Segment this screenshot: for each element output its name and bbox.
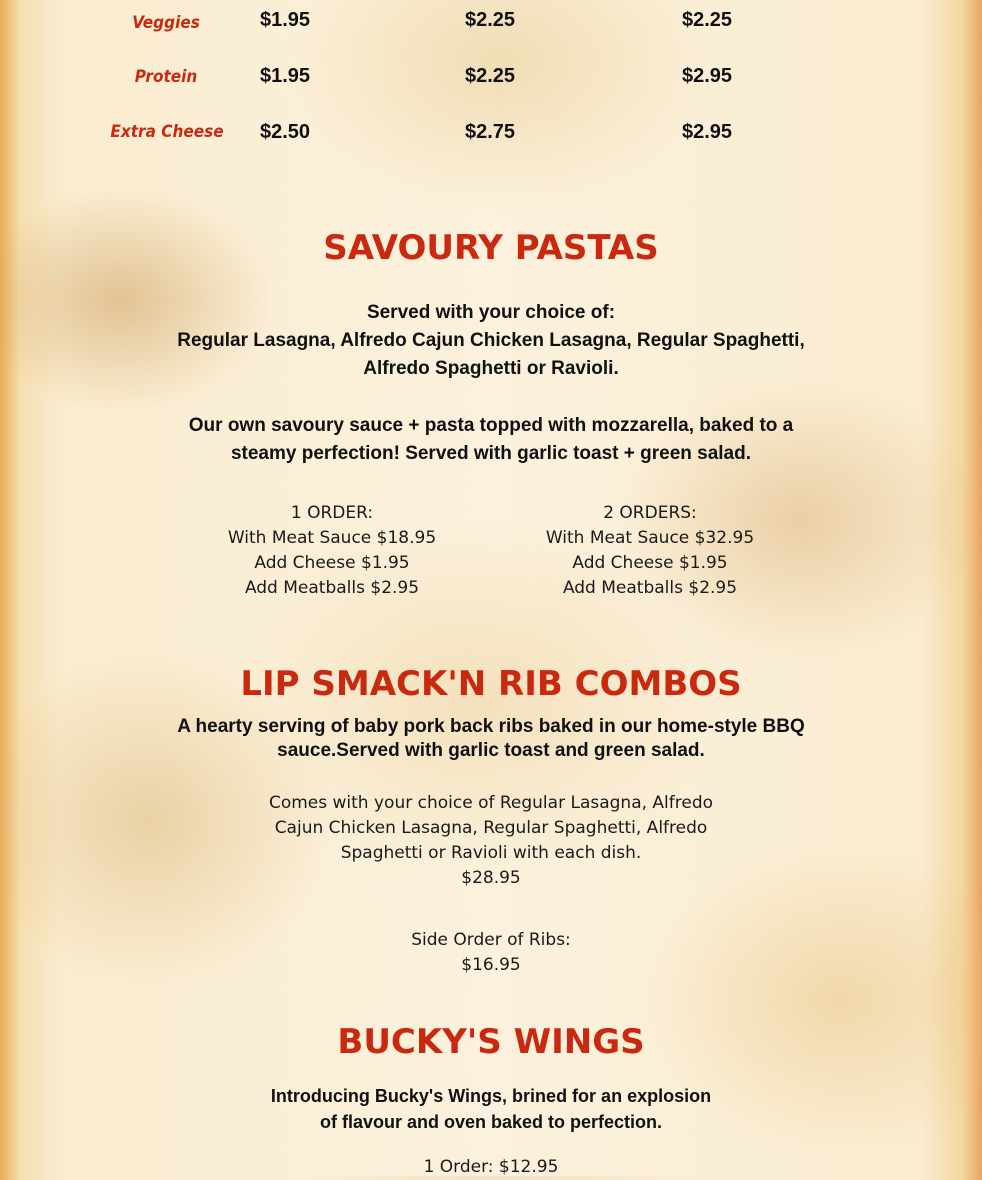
pastas-desc-line: steamy perfection! Served with garlic toast + green salad. xyxy=(230,443,752,464)
wings-description xyxy=(0,1083,982,1135)
ribs-choice-line: Comes with your choice of Regular Lasagna, Alfredo xyxy=(268,793,714,813)
ribs-side-price: $16.95 xyxy=(461,955,521,975)
pastas-title: SAVOURY PASTAS xyxy=(323,228,659,268)
ribs-choice-line: Cajun Chicken Lasagna, Regular Spaghetti, Alfredo xyxy=(274,818,708,838)
wings-desc-line: of flavour and oven baked to perfection. xyxy=(319,1112,663,1132)
ribs-price: $28.95 xyxy=(461,868,521,888)
topping-price: $1.95 xyxy=(259,65,311,87)
order-line: Add Meatballs $2.95 xyxy=(244,578,420,598)
topping-price: $2.95 xyxy=(681,65,733,87)
ribs-title: LIP SMACK'N RIB COMBOS xyxy=(240,664,742,704)
wings-order-line: 1 Order: $12.95 xyxy=(423,1157,559,1177)
ribs-side-order xyxy=(0,928,982,978)
order-line: Add Cheese $1.95 xyxy=(254,553,410,573)
topping-price: $2.50 xyxy=(259,121,311,143)
order-line: With Meat Sauce $32.95 xyxy=(545,528,755,548)
ribs-choice-text xyxy=(0,791,982,891)
topping-label-veggies: Veggies xyxy=(132,13,200,33)
pastas-two-orders xyxy=(530,501,770,601)
wings-desc-line: Introducing Bucky's Wings, brined for an explosion xyxy=(270,1086,712,1106)
ribs-description xyxy=(0,715,982,763)
pastas-one-order xyxy=(212,501,452,601)
topping-label-extra-cheese: Extra Cheese xyxy=(110,122,224,142)
order-line: Add Cheese $1.95 xyxy=(572,553,728,573)
order-line: 1 ORDER: xyxy=(290,503,374,523)
pastas-choice-line: Alfredo Spaghetti or Ravioli. xyxy=(363,358,619,379)
order-line: Add Meatballs $2.95 xyxy=(562,578,738,598)
topping-price: $2.75 xyxy=(464,121,516,143)
topping-price: $2.25 xyxy=(464,9,516,31)
topping-price: $1.95 xyxy=(259,9,311,31)
pastas-choice-line: Regular Lasagna, Alfredo Cajun Chicken Lasagna, Regular Spaghetti, xyxy=(177,330,805,351)
topping-price: $2.95 xyxy=(681,121,733,143)
pastas-choice-text xyxy=(0,299,982,383)
ribs-choice-line: Spaghetti or Ravioli with each dish. xyxy=(340,843,642,863)
wings-title: BUCKY'S WINGS xyxy=(337,1022,645,1062)
pastas-desc-line: Our own savoury sauce + pasta topped with mozzarella, baked to a xyxy=(188,415,794,436)
pastas-description xyxy=(0,412,982,468)
topping-price: $2.25 xyxy=(464,65,516,87)
order-line: 2 ORDERS: xyxy=(603,503,697,523)
ribs-desc-line: sauce.Served with garlic toast and green salad. xyxy=(277,740,705,761)
ribs-side-label: Side Order of Ribs: xyxy=(411,930,571,950)
pastas-choice-line: Served with your choice of: xyxy=(366,302,616,323)
ribs-desc-line: A hearty serving of baby pork back ribs baked in our home-style BBQ xyxy=(177,716,805,737)
order-line: With Meat Sauce $18.95 xyxy=(227,528,437,548)
topping-label-protein: Protein xyxy=(134,67,198,87)
topping-price: $2.25 xyxy=(681,9,733,31)
